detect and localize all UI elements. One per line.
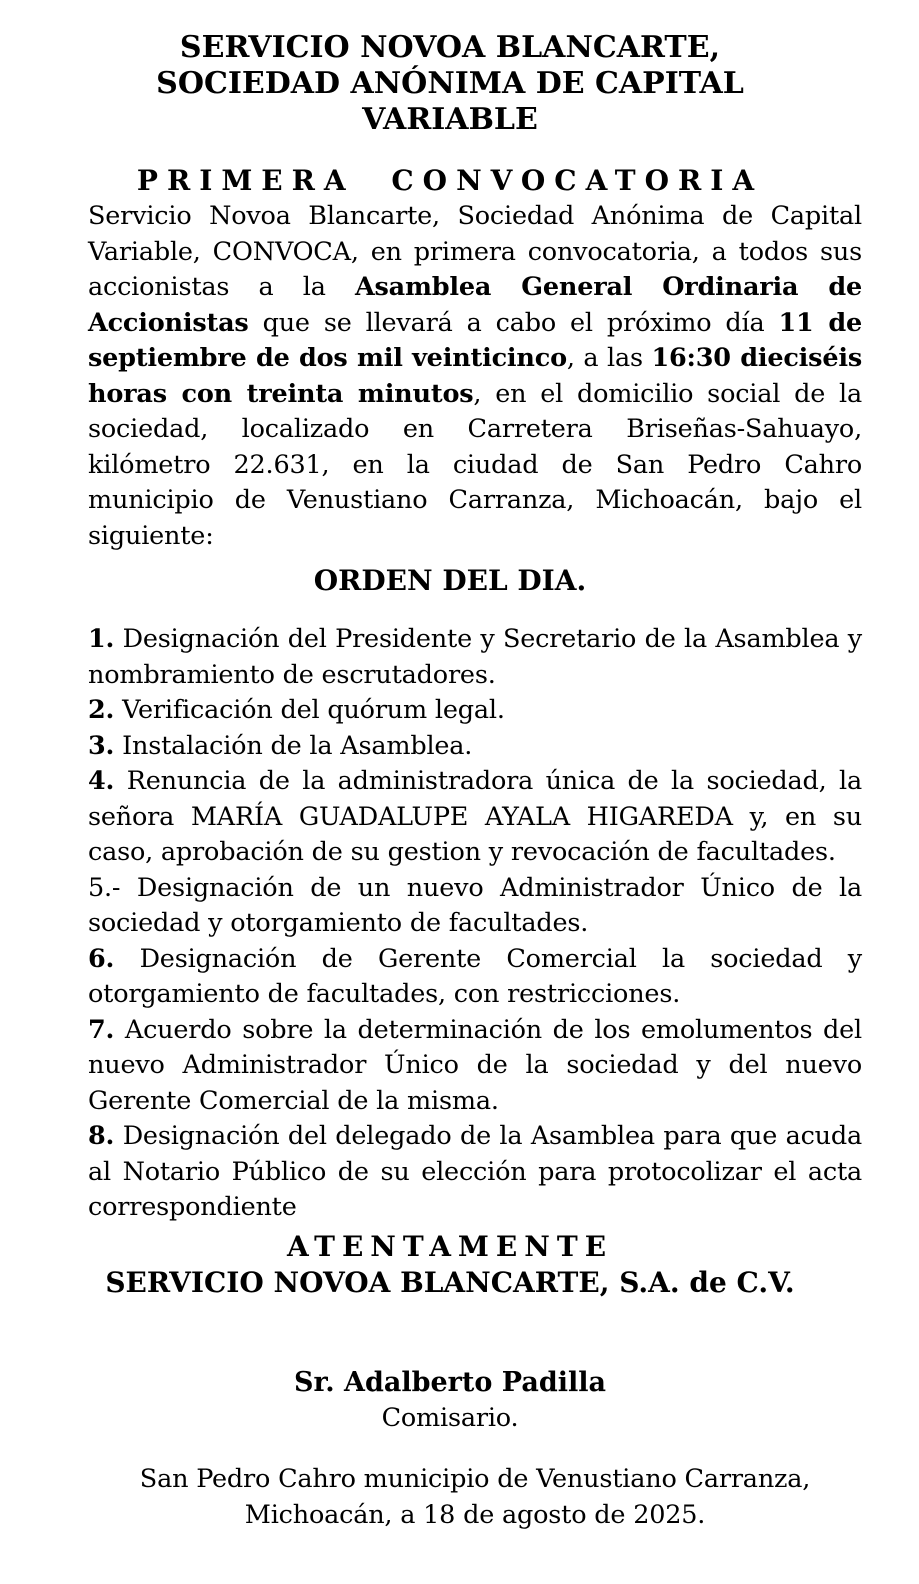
- agenda-item-8-number: 8.: [88, 1121, 115, 1151]
- agenda-item-7: [88, 1013, 862, 1120]
- agenda-item-5: [88, 871, 862, 942]
- agenda-item-5-text: Designación de un nuevo Administrador Único de la sociedad y otorgamiento de facultades.: [88, 872, 863, 938]
- agenda-item-8: [88, 1119, 862, 1226]
- intro-paragraph: [88, 199, 862, 554]
- intro-segment-bold-assembly: Asamblea General Ordinaria de Accionistas: [88, 272, 862, 338]
- agenda-item-1-number: 1.: [88, 624, 115, 654]
- place-date-line-1: San Pedro Cahro municipio de Venustiano Carranza,: [139, 1464, 811, 1494]
- agenda-item-5-number: 5.-: [88, 872, 121, 903]
- place-date-line-2: Michoacán, a 18 de agosto de 2025.: [244, 1499, 706, 1530]
- agenda-item-4: [88, 764, 862, 871]
- agenda-item-2-text: Verificación del quórum legal.: [122, 695, 505, 725]
- agenda-item-2-number: 2.: [88, 695, 115, 725]
- agenda-item-6-number: 6.: [88, 943, 115, 974]
- intro-segment-bold-date: 11 de septiembre de dos mil veinticinco: [88, 307, 863, 373]
- place-date: [88, 1462, 862, 1533]
- document-title-line-2: SOCIEDAD ANÓNIMA DE CAPITAL VARIABLE: [156, 66, 744, 137]
- signer-role: Comisario.: [381, 1402, 519, 1433]
- agenda-item-7-number: 7.: [88, 1014, 115, 1045]
- agenda-list: [88, 622, 862, 1226]
- intro-segment: Servicio Novoa Blancarte, Sociedad Anónima de Capital Variable, CONVOCA, en primera convocatoria, a todos sus accionistas a la: [88, 201, 862, 302]
- agenda-item-2: [88, 693, 862, 729]
- document-title: [88, 30, 812, 138]
- agenda-item-3-text: Instalación de la Asamblea.: [122, 730, 473, 761]
- intro-segment: , en el domicilio social de la sociedad, localizado en Carretera Briseñas-Sahuayo, kilómetro 22.631, en la ciudad de San Pedro Cahro municipio de Venustiano Carranza, Michoacán, bajo el siguiente:: [88, 378, 862, 551]
- agenda-item-8-text: Designación del delegado de la Asamblea para que acuda al Notario Público de su elección para protocolizar el acta correspondiente: [88, 1121, 863, 1222]
- agenda-item-6: [88, 942, 862, 1013]
- closing-atentamente: ATENTAMENTE: [286, 1229, 614, 1263]
- signer-name: Sr. Adalberto Padilla: [293, 1366, 606, 1398]
- subtitle-primera-convocatoria: PRIMERA CONVOCATORIA: [136, 164, 764, 197]
- agenda-item-4-number: 4.: [88, 766, 115, 796]
- agenda-item-1-text: Designación del Presidente y Secretario de la Asamblea y nombramiento de escrutadores.: [88, 624, 862, 690]
- intro-segment-bold-time: 16:30 dieciséis horas con treinta minutos: [88, 343, 862, 409]
- intro-segment: que se llevará a cabo el próximo día: [248, 307, 779, 338]
- agenda-item-1: [88, 622, 862, 693]
- agenda-item-3-number: 3.: [88, 730, 115, 761]
- agenda-item-6-text: Designación de Gerente Comercial la sociedad y otorgamiento de facultades, con restricciones.: [88, 943, 863, 1009]
- closing-company-name: SERVICIO NOVOA BLANCARTE, S.A. de C.V.: [105, 1265, 795, 1299]
- agenda-heading: ORDEN DEL DIA.: [313, 564, 587, 597]
- agenda-item-7-text: Acuerdo sobre la determinación de los emolumentos del nuevo Administrador Único de la sociedad y del nuevo Gerente Comercial de la misma.: [88, 1014, 862, 1116]
- document-title-line-1: SERVICIO NOVOA BLANCARTE,: [179, 30, 721, 65]
- agenda-item-4-text: Renuncia de la administradora única de la sociedad, la señora MARÍA GUADALUPE AYALA HIGAREDA y, en su caso, aprobación de su gestion y revocación de facultades.: [88, 766, 862, 867]
- agenda-item-3: [88, 729, 862, 765]
- intro-segment: , a las: [566, 343, 652, 373]
